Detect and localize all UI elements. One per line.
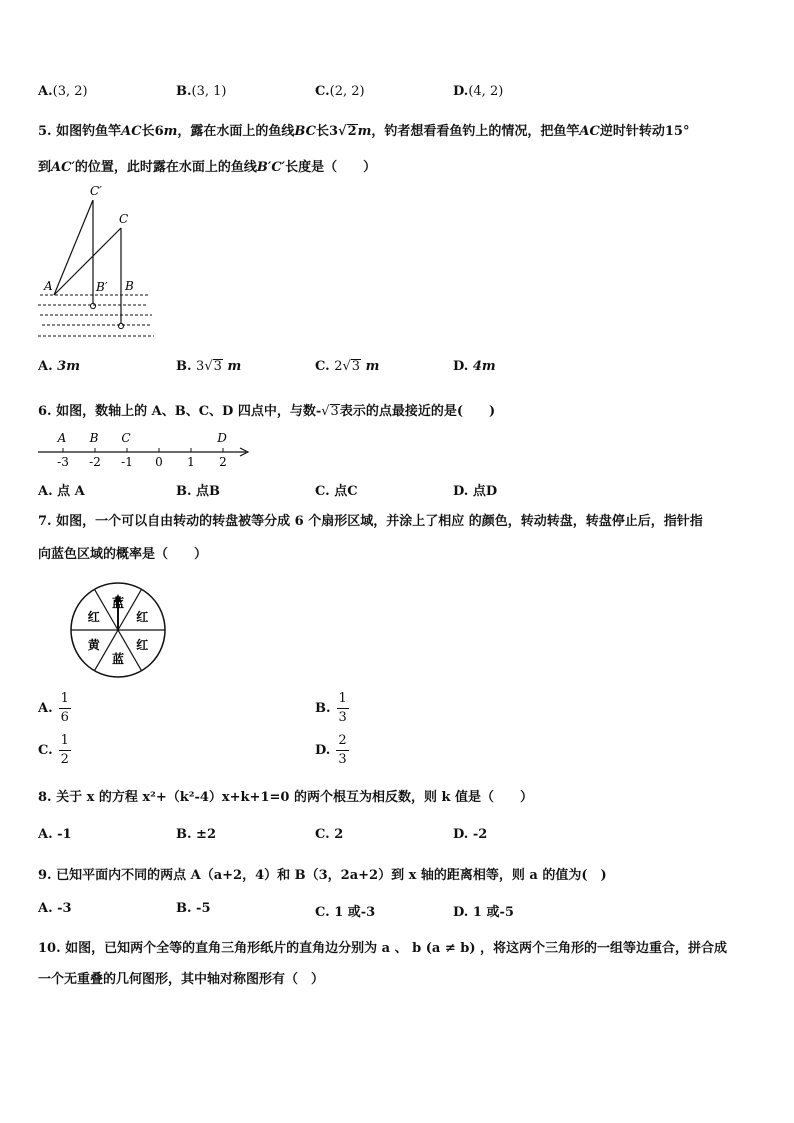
spinner-sector-label: 蓝 [111,596,125,610]
label-b-prime: B′ [96,280,108,294]
spinner-sector-label: 红 [87,610,100,624]
number-line-point-label: A [57,431,67,445]
q10-stem-line2: 一个无重叠的几何图形，其中轴对称图形有（ ） [38,972,325,987]
number-line-tick-label: 2 [219,455,227,469]
hook-b-prime [90,303,95,308]
q4-option-a: A.(3, 2) [38,84,88,99]
rod-ac [54,228,121,295]
spinner-sector-label: 蓝 [111,652,125,666]
fishing-rod-figure [30,180,170,340]
q7-option-b: B. $\frac{1}{3}$ [315,691,347,725]
q9-stem: 9. 已知平面内不同的两点 A（a+2，4）和 B（3，2a+2）到 x 轴的距离相等，则 a 的值为( ) [38,868,607,883]
q7-option-a: A. $\frac{1}{6}$ [38,691,69,725]
q6-option-a: A. 点 A [38,484,85,499]
q8-stem: 8. 关于 x 的方程 x²+（k²-4）x+k+1=0 的两个根互为相反数，则 k 值是（ ） [38,790,534,805]
q5-stem-line1: 5. 如图钓鱼竿AC长6m，露在水面上的鱼线BC长3√2m，钓者想看看鱼钓上的情况，把鱼竿AC逆时针转动15° [38,124,690,139]
label-a: A [44,279,53,293]
number-line-point-label: D [217,431,227,445]
hook-b [118,323,123,328]
number-line-tick-label: -2 [89,455,101,469]
q6-option-d: D. 点D [453,484,498,499]
q7-stem-line2: 向蓝色区域的概率是（ ） [38,547,208,562]
number-line-tick-label: -3 [57,455,69,469]
q9-option-b: B. -5 [176,901,211,916]
q5-option-a: A. 3m [38,359,80,374]
q5-stem-line2: 到AC′的位置，此时露在水面上的鱼线B′C′长度是（ ） [38,160,377,175]
q8-option-c: C. 2 [315,827,344,842]
spinner-sector-label: 黄 [87,638,100,652]
number-line-tick-label: 0 [155,455,163,469]
q7-option-d: D. $\frac{2}{3}$ [315,733,347,767]
rod-ac-prime [54,200,93,295]
q5-option-b: B. 3√3 m [176,359,242,374]
number-line-point-label: B [89,431,99,445]
q8-option-d: D. -2 [453,827,488,842]
q5-option-c: C. 2√3 m [315,359,380,374]
label-b: B [125,279,134,293]
q4-option-b: B.(3, 1) [176,84,227,99]
q6-option-c: C. 点C [315,484,358,499]
spinner-figure [68,582,178,682]
q8-option-b: B. ±2 [176,827,216,842]
q9-option-a: A. -3 [38,901,72,916]
q6-option-b: B. 点B [176,484,221,499]
number-line-tick-label: -1 [121,455,133,469]
q5-option-d: D. 4m [453,359,496,374]
q7-stem-line1: 7. 如图，一个可以自由转动的转盘被等分成 6 个扇形区域，并涂上了相应 的颜色，转动转盘，转盘停止后，指针指 [38,514,703,529]
number-line-tick-label: 1 [187,455,195,469]
sqrt-two: √2 [338,124,357,139]
number-line-point-label: C [121,431,131,445]
q9-option-d: D. 1 或-5 [453,905,514,920]
label-c: C [119,212,129,226]
q9-option-c: C. 1 或-3 [315,905,376,920]
spinner-sector-label: 红 [136,610,149,624]
label-c-prime: C′ [90,184,102,198]
q8-option-a: A. -1 [38,827,72,842]
q4-option-d: D.(4, 2) [453,84,504,99]
q7-option-c: C. $\frac{1}{2}$ [38,733,69,767]
q4-option-c: C.(2, 2) [315,84,365,99]
number-line [36,426,256,472]
q10-stem-line1: 10. 如图，已知两个全等的直角三角形纸片的直角边分别为 a 、 b (a ≠ b) ，将这两个三角形的一组等边重合，拼合成 [38,941,728,956]
q6-stem: 6. 如图，数轴上的 A、B、C、D 四点中，与数-√3表示的点最接近的是( ) [38,404,496,419]
spinner-sector-label: 红 [136,638,149,652]
